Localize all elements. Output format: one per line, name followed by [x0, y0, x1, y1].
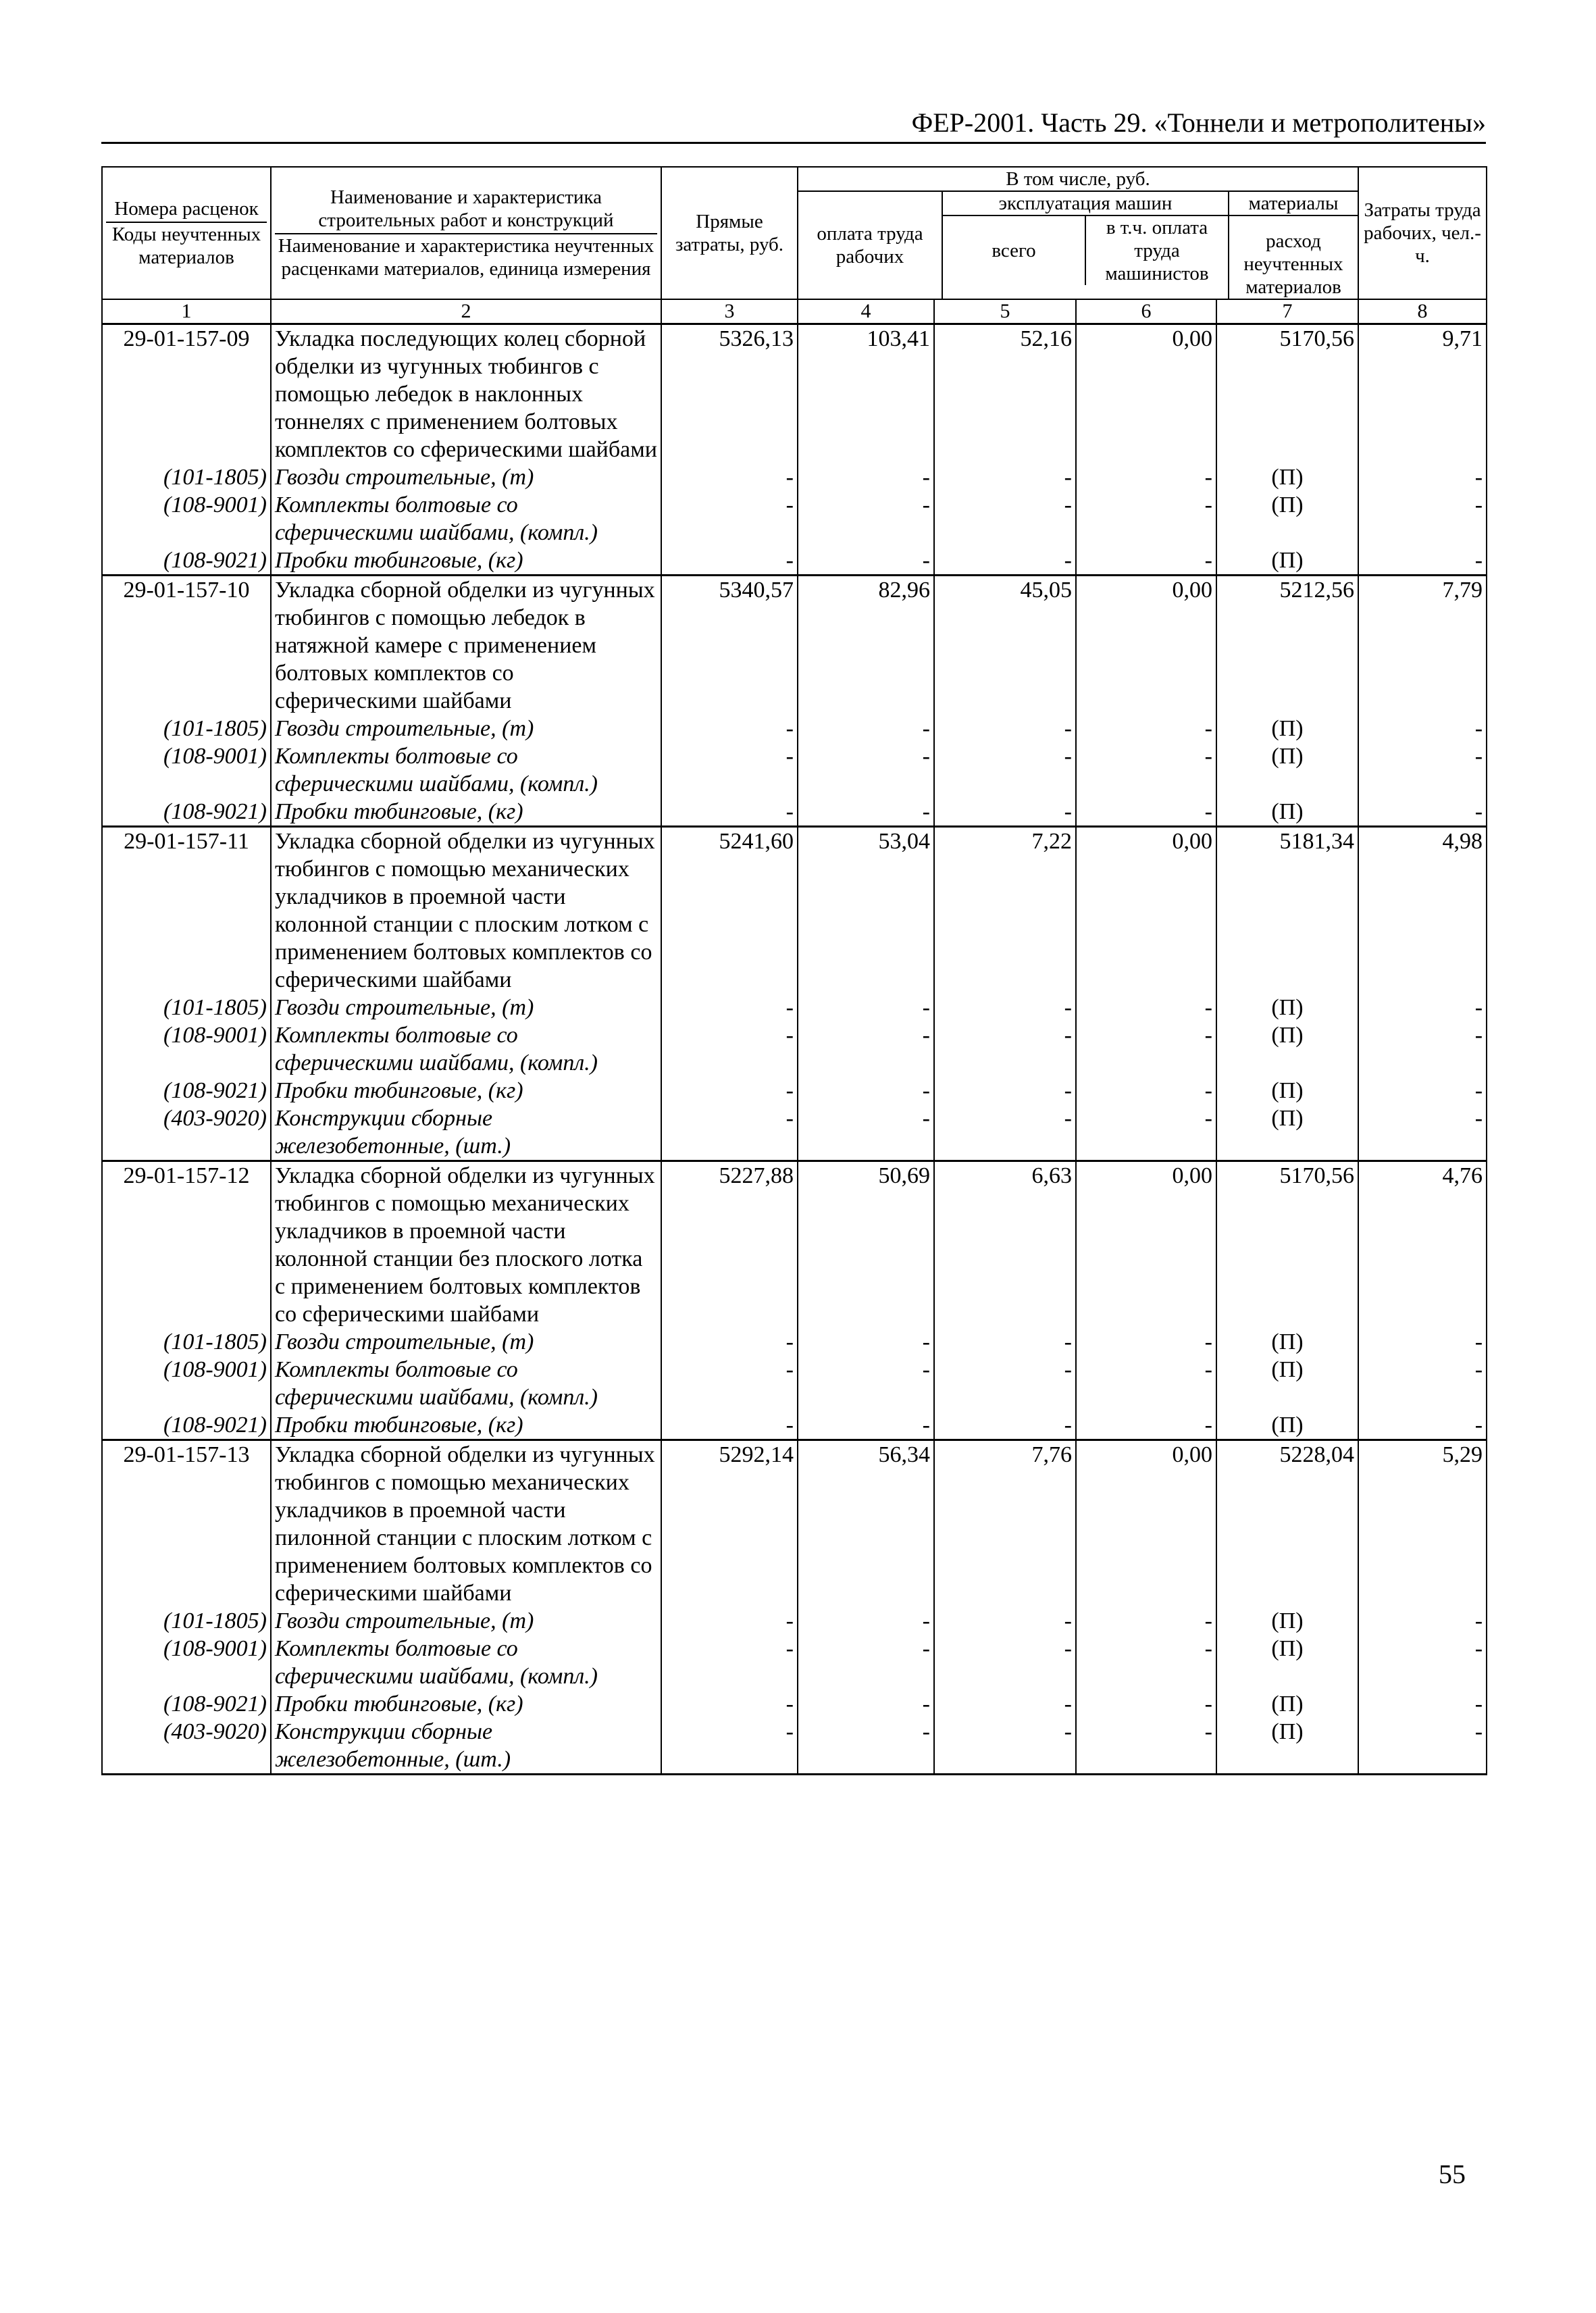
material-v4: -	[798, 1077, 934, 1104]
rate-v4: 53,04	[798, 827, 934, 994]
material-name: Комплекты болтовые со сферическими шайбами, (компл.)	[271, 491, 661, 547]
col4-label: оплата труда рабочих	[798, 192, 943, 299]
material-name: Комплекты болтовые со сферическими шайбами, (компл.)	[271, 1021, 661, 1077]
material-v6: -	[1076, 1328, 1216, 1356]
material-name: Комплекты болтовые со сферическими шайбами, (компл.)	[271, 1635, 661, 1690]
material-v3: -	[661, 1356, 798, 1411]
rate-v4: 50,69	[798, 1161, 934, 1329]
material-v4: -	[798, 463, 934, 491]
material-v5: -	[934, 1077, 1076, 1104]
material-code: (101-1805)	[102, 1328, 271, 1356]
rate-v7: 5170,56	[1216, 1161, 1358, 1329]
rate-v6: 0,00	[1076, 576, 1216, 715]
material-v5: -	[934, 1328, 1076, 1356]
material-v8: -	[1358, 1021, 1487, 1077]
material-v3: -	[661, 491, 798, 547]
material-name: Гвозди строительные, (т)	[271, 715, 661, 742]
group-label: В том числе, руб.	[798, 168, 1358, 192]
col1-bottom-label: Коды неучтенных материалов	[111, 224, 261, 268]
column-numbers	[102, 299, 1487, 324]
rate-v5: 7,22	[934, 827, 1076, 994]
material-v5: -	[934, 1690, 1076, 1718]
rate-v7: 5170,56	[1216, 324, 1358, 464]
material-v8: -	[1358, 994, 1487, 1021]
material-v6: -	[1076, 1077, 1216, 1104]
material-row	[102, 1077, 1487, 1104]
material-code: (101-1805)	[102, 715, 271, 742]
material-v7: (П)	[1216, 463, 1358, 491]
rate-name: Укладка сборной обделки из чугунных тюбингов с помощью механических укладчиков в проемной части колонной станции с плоским лотком с применением болтовых комплектов со сферическими шайбами	[271, 827, 661, 994]
material-code: (101-1805)	[102, 1607, 271, 1635]
material-code: (101-1805)	[102, 463, 271, 491]
material-v5: -	[934, 1718, 1076, 1775]
material-v7: (П)	[1216, 1690, 1358, 1718]
material-v4: -	[798, 1356, 934, 1411]
material-v3: -	[661, 1021, 798, 1077]
material-name: Пробки тюбинговые, (кг)	[271, 1690, 661, 1718]
material-v6: -	[1076, 1356, 1216, 1411]
material-row	[102, 1356, 1487, 1411]
material-v7: (П)	[1216, 742, 1358, 798]
material-v5: -	[934, 742, 1076, 798]
machines-label: эксплуатация машин	[943, 192, 1228, 216]
material-v5: -	[934, 994, 1076, 1021]
material-v4: -	[798, 491, 934, 547]
material-v8: -	[1358, 463, 1487, 491]
material-row	[102, 1104, 1487, 1161]
col2-top-label: Наименование и характеристика строительных работ и конструкций	[275, 186, 657, 234]
material-v8: -	[1358, 1690, 1487, 1718]
rate-name: Укладка сборной обделки из чугунных тюбингов с помощью лебедок в натяжной камере с применением болтовых комплектов со сферическими шайбами	[271, 576, 661, 715]
material-v8: -	[1358, 1077, 1487, 1104]
material-v6: -	[1076, 463, 1216, 491]
col6-label: в т.ч. оплата труда машинистов	[1105, 217, 1209, 284]
material-v3: -	[661, 994, 798, 1021]
material-row	[102, 547, 1487, 576]
rate-v6: 0,00	[1076, 324, 1216, 464]
rate-v4: 56,34	[798, 1440, 934, 1608]
colnum-8: 8	[1358, 299, 1487, 324]
rate-v5: 6,63	[934, 1161, 1076, 1329]
table-row	[102, 324, 1487, 464]
rates-table	[101, 166, 1487, 1775]
material-name: Конструкции сборные железобетонные, (шт.)	[271, 1104, 661, 1161]
material-code: (108-9001)	[102, 742, 271, 798]
material-v6: -	[1076, 1718, 1216, 1775]
material-v8: -	[1358, 1356, 1487, 1411]
material-v7: (П)	[1216, 1104, 1358, 1161]
material-row	[102, 798, 1487, 827]
table-row	[102, 576, 1487, 715]
col8-header: Затраты труда рабочих, чел.-ч.	[1358, 167, 1487, 299]
material-v7: (П)	[1216, 1718, 1358, 1775]
material-v5: -	[934, 1607, 1076, 1635]
material-v7: (П)	[1216, 1077, 1358, 1104]
material-row	[102, 715, 1487, 742]
material-v7: (П)	[1216, 1411, 1358, 1440]
material-name: Комплекты болтовые со сферическими шайбами, (компл.)	[271, 742, 661, 798]
material-v6: -	[1076, 491, 1216, 547]
material-v8: -	[1358, 547, 1487, 576]
material-name: Пробки тюбинговые, (кг)	[271, 547, 661, 576]
material-code: (108-9001)	[102, 1635, 271, 1690]
material-v7: (П)	[1216, 1328, 1358, 1356]
material-v6: -	[1076, 1021, 1216, 1077]
rate-name: Укладка сборной обделки из чугунных тюбингов с помощью механических укладчиков в проемной части колонной станции без плоского лотка с применением болтовых комплектов со сферическими шайбами	[271, 1161, 661, 1329]
material-v5: -	[934, 1104, 1076, 1161]
material-row	[102, 1411, 1487, 1440]
rate-v3: 5227,88	[661, 1161, 798, 1329]
material-v4: -	[798, 547, 934, 576]
material-v6: -	[1076, 715, 1216, 742]
page-number: 55	[1439, 2159, 1466, 2189]
colnum-1: 1	[102, 299, 271, 324]
colnum-4: 4	[798, 299, 934, 324]
material-v6: -	[1076, 1411, 1216, 1440]
material-v4: -	[798, 742, 934, 798]
rate-name: Укладка сборной обделки из чугунных тюбингов с помощью механических укладчиков в проемной части пилонной станции с плоским лотком с применением болтовых комплектов со сферическими шайбами	[271, 1440, 661, 1608]
material-v3: -	[661, 1690, 798, 1718]
material-row	[102, 1328, 1487, 1356]
material-v5: -	[934, 491, 1076, 547]
material-v4: -	[798, 994, 934, 1021]
material-v5: -	[934, 1356, 1076, 1411]
rate-v7: 5228,04	[1216, 1440, 1358, 1608]
material-v3: -	[661, 1328, 798, 1356]
col7-label: расход неучтенных материалов	[1243, 230, 1343, 298]
material-name: Гвозди строительные, (т)	[271, 994, 661, 1021]
material-v4: -	[798, 1411, 934, 1440]
material-v3: -	[661, 1635, 798, 1690]
material-row	[102, 1607, 1487, 1635]
material-v8: -	[1358, 1328, 1487, 1356]
material-code: (403-9020)	[102, 1104, 271, 1161]
material-row	[102, 1635, 1487, 1690]
table-row	[102, 1440, 1487, 1608]
rate-v5: 52,16	[934, 324, 1076, 464]
material-code: (108-9001)	[102, 491, 271, 547]
col1-header	[102, 167, 271, 299]
material-code: (108-9001)	[102, 1021, 271, 1077]
rate-v8: 4,98	[1358, 827, 1487, 994]
material-v8: -	[1358, 491, 1487, 547]
group-header	[798, 167, 1358, 299]
material-row	[102, 742, 1487, 798]
material-v4: -	[798, 1104, 934, 1161]
material-v3: -	[661, 1411, 798, 1440]
material-v5: -	[934, 1021, 1076, 1077]
material-v3: -	[661, 1718, 798, 1775]
rate-code: 29-01-157-12	[102, 1161, 271, 1329]
material-name: Гвозди строительные, (т)	[271, 463, 661, 491]
material-v4: -	[798, 1328, 934, 1356]
rate-v7: 5212,56	[1216, 576, 1358, 715]
material-v3: -	[661, 463, 798, 491]
material-v3: -	[661, 1104, 798, 1161]
colnum-2: 2	[271, 299, 661, 324]
material-v8: -	[1358, 1104, 1487, 1161]
material-row	[102, 1718, 1487, 1775]
material-v5: -	[934, 798, 1076, 827]
material-code: (108-9021)	[102, 1690, 271, 1718]
material-v4: -	[798, 1607, 934, 1635]
colnum-6: 6	[1076, 299, 1216, 324]
colnum-5: 5	[934, 299, 1076, 324]
material-name: Пробки тюбинговые, (кг)	[271, 1077, 661, 1104]
rate-code: 29-01-157-11	[102, 827, 271, 994]
material-v8: -	[1358, 742, 1487, 798]
material-v4: -	[798, 1635, 934, 1690]
materials-label: материалы	[1229, 192, 1358, 216]
colnum-3: 3	[661, 299, 798, 324]
material-row	[102, 1690, 1487, 1718]
material-row	[102, 1021, 1487, 1077]
material-v5: -	[934, 1635, 1076, 1690]
material-code: (108-9021)	[102, 798, 271, 827]
rate-v8: 4,76	[1358, 1161, 1487, 1329]
material-v8: -	[1358, 1718, 1487, 1775]
colnum-7: 7	[1216, 299, 1358, 324]
material-v6: -	[1076, 547, 1216, 576]
material-v4: -	[798, 798, 934, 827]
rate-name: Укладка последующих колец сборной обделки из чугунных тюбингов с помощью лебедок в наклонных тоннелях с применением болтовых комплектов со сферическими шайбами	[271, 324, 661, 464]
rate-v3: 5292,14	[661, 1440, 798, 1608]
material-v4: -	[798, 1021, 934, 1077]
material-code: (108-9021)	[102, 1077, 271, 1104]
material-v8: -	[1358, 1411, 1487, 1440]
col2-header	[271, 167, 661, 299]
material-name: Конструкции сборные железобетонные, (шт.)	[271, 1718, 661, 1775]
material-name: Пробки тюбинговые, (кг)	[271, 1411, 661, 1440]
material-v6: -	[1076, 1635, 1216, 1690]
material-v7: (П)	[1216, 1607, 1358, 1635]
material-row	[102, 463, 1487, 491]
material-v7: (П)	[1216, 1021, 1358, 1077]
rate-v4: 82,96	[798, 576, 934, 715]
rate-v6: 0,00	[1076, 1161, 1216, 1329]
rate-code: 29-01-157-13	[102, 1440, 271, 1608]
material-v3: -	[661, 547, 798, 576]
rate-v8: 9,71	[1358, 324, 1487, 464]
material-v6: -	[1076, 798, 1216, 827]
rate-v4: 103,41	[798, 324, 934, 464]
material-row	[102, 994, 1487, 1021]
material-v6: -	[1076, 994, 1216, 1021]
table-row	[102, 827, 1487, 994]
material-v5: -	[934, 715, 1076, 742]
material-v7: (П)	[1216, 798, 1358, 827]
material-v5: -	[934, 547, 1076, 576]
rate-v6: 0,00	[1076, 1440, 1216, 1608]
table-row	[102, 1161, 1487, 1329]
col1-top-label: Номера расценок	[106, 197, 267, 223]
material-v7: (П)	[1216, 547, 1358, 576]
material-v6: -	[1076, 1690, 1216, 1718]
rate-code: 29-01-157-10	[102, 576, 271, 715]
col2-bottom-label: Наименование и характеристика неучтенных расценками материалов, единица измерения	[278, 235, 654, 280]
material-name: Гвозди строительные, (т)	[271, 1607, 661, 1635]
table-header	[102, 167, 1487, 324]
material-row	[102, 491, 1487, 547]
material-v7: (П)	[1216, 715, 1358, 742]
material-v5: -	[934, 463, 1076, 491]
rate-v3: 5340,57	[661, 576, 798, 715]
rate-v7: 5181,34	[1216, 827, 1358, 994]
rate-v5: 7,76	[934, 1440, 1076, 1608]
material-name: Гвозди строительные, (т)	[271, 1328, 661, 1356]
material-v5: -	[934, 1411, 1076, 1440]
material-code: (108-9021)	[102, 547, 271, 576]
material-v4: -	[798, 715, 934, 742]
material-v8: -	[1358, 715, 1487, 742]
material-v3: -	[661, 742, 798, 798]
material-v6: -	[1076, 1104, 1216, 1161]
col5-label: всего	[943, 216, 1086, 285]
material-v3: -	[661, 798, 798, 827]
material-code: (108-9021)	[102, 1411, 271, 1440]
material-v4: -	[798, 1718, 934, 1775]
material-v8: -	[1358, 798, 1487, 827]
rate-v3: 5326,13	[661, 324, 798, 464]
rate-v3: 5241,60	[661, 827, 798, 994]
rate-v5: 45,05	[934, 576, 1076, 715]
material-v6: -	[1076, 742, 1216, 798]
material-v7: (П)	[1216, 491, 1358, 547]
material-code: (108-9001)	[102, 1356, 271, 1411]
material-v3: -	[661, 1077, 798, 1104]
material-code: (403-9020)	[102, 1718, 271, 1775]
material-v3: -	[661, 715, 798, 742]
material-code: (101-1805)	[102, 994, 271, 1021]
rate-v8: 5,29	[1358, 1440, 1487, 1608]
material-v3: -	[661, 1607, 798, 1635]
page-header: ФЕР-2001. Часть 29. «Тоннели и метрополитены»	[101, 108, 1486, 144]
material-name: Пробки тюбинговые, (кг)	[271, 798, 661, 827]
material-v7: (П)	[1216, 1356, 1358, 1411]
material-name: Комплекты болтовые со сферическими шайбами, (компл.)	[271, 1356, 661, 1411]
material-v6: -	[1076, 1607, 1216, 1635]
rate-v8: 7,79	[1358, 576, 1487, 715]
material-v4: -	[798, 1690, 934, 1718]
material-v7: (П)	[1216, 1635, 1358, 1690]
material-v7: (П)	[1216, 994, 1358, 1021]
rate-v6: 0,00	[1076, 827, 1216, 994]
rates-body	[102, 324, 1487, 1775]
col3-header: Прямые затраты, руб.	[661, 167, 798, 299]
material-v8: -	[1358, 1607, 1487, 1635]
material-v8: -	[1358, 1635, 1487, 1690]
rate-code: 29-01-157-09	[102, 324, 271, 464]
